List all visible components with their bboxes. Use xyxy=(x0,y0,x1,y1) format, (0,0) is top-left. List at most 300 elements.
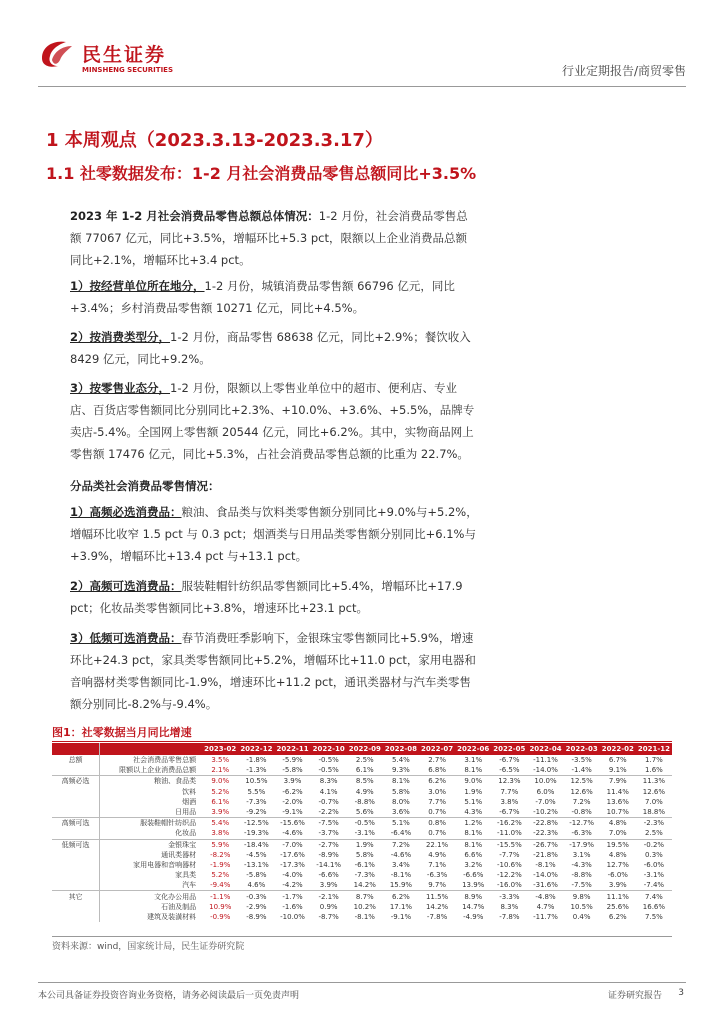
table-cell: 12.6% xyxy=(642,787,666,796)
table-cell: 5.1% xyxy=(383,818,419,829)
row-category xyxy=(52,902,100,912)
table-cell: 3.8% xyxy=(500,797,519,806)
row-item: 家用电器和音响器材 xyxy=(133,860,197,869)
table-cell: -10.0% xyxy=(280,912,305,921)
table-cell: 5.9% xyxy=(202,839,238,850)
table-cell: 0.3% xyxy=(645,850,663,859)
table-cell: -7.7% xyxy=(499,850,520,859)
table-cell: -1.8% xyxy=(246,756,267,765)
column-header: 2022-09 xyxy=(348,745,381,753)
row-category xyxy=(52,880,100,891)
table-cell: 3.9% xyxy=(319,881,338,890)
table-cell: -3.7% xyxy=(318,829,339,838)
table-cell: 0.9% xyxy=(319,902,338,911)
table-cell: -11.1% xyxy=(533,756,558,765)
table-row xyxy=(52,860,672,870)
table-cell: -8.2% xyxy=(210,850,231,859)
table-cell: -5.8% xyxy=(282,766,303,775)
table-cell: -0.5% xyxy=(347,818,383,829)
table-cell: 5.2% xyxy=(211,871,230,880)
table-cell: 10.0% xyxy=(527,776,563,787)
paragraph-text: 春节消费旺季影响下，金银珠宝零售额同比+5.9%，增速环比+24.3 pct，家具类零售额同比+5.2%，增幅环比+11.0 pct，家用电器和音响器材类零售额同比-1.9%，增速环比+11.2 pct，通讯类器材与汽车类零售额分别同比-8.2%与-9.4%。 xyxy=(70,631,476,711)
table-cell: -0.5% xyxy=(318,756,339,765)
table-cell: 3.1% xyxy=(572,850,591,859)
table-cell: -13.1% xyxy=(244,860,269,869)
row-item: 家具类 xyxy=(175,871,197,880)
table-cell: 11.4% xyxy=(606,787,629,796)
row-item: 石油及制品 xyxy=(161,902,197,911)
row-category xyxy=(52,797,100,807)
table-cell: 9.0% xyxy=(455,776,491,787)
table-cell: -6.1% xyxy=(354,860,375,869)
table-cell: -1.3% xyxy=(246,766,267,775)
paragraph-lead: 2023 年 1-2 月社会消费品零售总额总体情况： xyxy=(70,209,319,223)
table-cell: -2.0% xyxy=(282,797,303,806)
table-cell: 8.3% xyxy=(500,902,519,911)
subsection-title: 1.1 社零数据发布：1-2 月社会消费品零售总额同比+3.5% xyxy=(46,164,477,183)
table-cell: -31.6% xyxy=(533,881,558,890)
paragraph xyxy=(70,575,478,619)
row-item: 服装鞋帽针纺织品 xyxy=(100,818,203,829)
table-cell: -10.2% xyxy=(533,808,558,817)
table-cell: -7.5% xyxy=(311,818,347,829)
row-category xyxy=(52,912,100,922)
row-item: 金银珠宝 xyxy=(100,839,203,850)
table-cell: 8.3% xyxy=(311,776,347,787)
report-type: 行业定期报告/商贸零售 xyxy=(561,64,686,78)
table-cell: 10.5% xyxy=(238,776,274,787)
table-cell: 9.7% xyxy=(428,881,446,890)
table-cell: -0.9% xyxy=(210,912,231,921)
table-cell: 3.2% xyxy=(464,860,483,869)
table-cell: -22.8% xyxy=(527,818,563,829)
row-category xyxy=(52,765,100,776)
table-cell: -12.2% xyxy=(496,871,522,880)
table-cell: -7.8% xyxy=(426,912,448,921)
column-header: 2023-02 xyxy=(204,745,237,753)
column-header: 2022-08 xyxy=(384,745,418,753)
row-item: 通讯类器材 xyxy=(161,850,197,859)
table-cell: 7.2% xyxy=(572,797,591,806)
table-cell: 7.2% xyxy=(383,839,419,850)
table-cell: 3.6% xyxy=(392,808,410,817)
table-row xyxy=(52,902,672,912)
header-cell-blank xyxy=(52,743,100,755)
header-divider xyxy=(38,86,686,87)
table-row xyxy=(52,880,672,891)
table-cell: -4.3% xyxy=(571,860,592,869)
row-item: 限额以上企业消费品总额 xyxy=(119,766,197,775)
table-cell: 13.9% xyxy=(462,881,485,890)
table-cell: -17.3% xyxy=(280,860,305,869)
footer-divider xyxy=(38,982,686,983)
table-cell: -6.5% xyxy=(499,766,520,775)
table-cell: 6.1% xyxy=(355,766,374,775)
column-header: 2022-12 xyxy=(240,745,273,753)
paragraph-lead: 3）按零售业态分， xyxy=(70,381,171,395)
paragraph xyxy=(70,275,478,319)
table-cell: 7.7% xyxy=(428,797,446,806)
table-cell: 10.7% xyxy=(606,808,629,817)
column-header: 2022-07 xyxy=(421,745,454,753)
table-cell: 6.2% xyxy=(608,912,627,921)
table-cell: 12.7% xyxy=(606,860,629,869)
table-cell: 7.7% xyxy=(500,787,519,796)
logo-text-en: MINSHENG SECURITIES xyxy=(82,66,173,74)
table-cell: -9.1% xyxy=(282,808,303,817)
table-cell: -3.5% xyxy=(571,756,592,765)
table-cell: -4.0% xyxy=(282,871,303,880)
table-cell: 7.1% xyxy=(428,860,446,869)
table-cell: -6.3% xyxy=(571,829,592,838)
table-cell: -7.5% xyxy=(571,881,592,890)
table-cell: 3.5% xyxy=(211,756,230,765)
table-cell: -4.9% xyxy=(463,912,484,921)
table-cell: 5.5% xyxy=(247,787,266,796)
table-cell: 6.7% xyxy=(608,756,627,765)
table-cell: -0.2% xyxy=(636,839,672,850)
paragraph-text: 1-2 月份，城镇消费品零售额 66796 亿元，同比+3.4%；乡村消费品零售额 10271 亿元，同比+4.5%。 xyxy=(70,279,455,315)
table-cell: -4.6% xyxy=(282,829,303,838)
table-cell: 12.3% xyxy=(491,776,527,787)
table-cell: -5.8% xyxy=(246,871,267,880)
table-cell: 11.3% xyxy=(636,776,672,787)
table-cell: 5.2% xyxy=(211,787,230,796)
table-row xyxy=(52,818,672,829)
table-cell: 7.0% xyxy=(608,829,627,838)
paragraph xyxy=(70,627,478,715)
table-cell: 3.0% xyxy=(428,787,446,796)
column-header: 2021-12 xyxy=(637,745,670,753)
table-cell: -1.9% xyxy=(210,860,231,869)
footer-label: 证券研究报告 xyxy=(607,991,662,1001)
table-cell: 3.9% xyxy=(211,808,230,817)
table-cell: 1.7% xyxy=(645,756,663,765)
table-cell: -7.0% xyxy=(274,839,310,850)
table-row xyxy=(52,839,672,850)
section-title: 1 本周观点（2023.3.13-2023.3.17） xyxy=(46,130,383,151)
row-item: 化妆品 xyxy=(175,829,197,838)
table-cell: 6.2% xyxy=(419,776,455,787)
table-cell: -3.3% xyxy=(491,891,527,902)
paragraph xyxy=(70,205,478,271)
header-cell-blank xyxy=(100,743,203,755)
table-cell: 8.5% xyxy=(347,776,383,787)
row-category xyxy=(52,860,100,870)
table-row xyxy=(52,828,672,839)
table-cell: -7.4% xyxy=(643,881,665,890)
row-item: 汽车 xyxy=(182,881,197,890)
table-cell: 14.2% xyxy=(425,902,449,911)
column-header: 2022-04 xyxy=(529,745,562,753)
table-cell: 6.6% xyxy=(464,850,483,859)
table-cell: -8.1% xyxy=(390,871,412,880)
table-cell: 10.5% xyxy=(570,902,593,911)
table-cell: -6.7% xyxy=(499,808,520,817)
paragraph xyxy=(70,475,478,497)
table-cell: -2.2% xyxy=(318,808,339,817)
table-cell: 16.6% xyxy=(642,902,666,911)
figure-title: 图1：社零数据当月同比增速 xyxy=(52,726,192,739)
table-cell: -0.7% xyxy=(318,797,339,806)
table-cell: -5.9% xyxy=(282,756,303,765)
table-cell: 7.0% xyxy=(645,797,663,806)
table-header-row xyxy=(52,743,672,755)
table-cell: 8.1% xyxy=(455,839,491,850)
table-cell: 5.8% xyxy=(392,787,410,796)
row-category xyxy=(52,828,100,839)
table-cell: -6.2% xyxy=(282,787,303,796)
table-cell: -14.1% xyxy=(316,860,342,869)
table-row xyxy=(52,807,672,818)
table-cell: 8.9% xyxy=(455,891,491,902)
table-cell: 25.6% xyxy=(606,902,629,911)
table-cell: -16.0% xyxy=(496,881,522,890)
data-table xyxy=(52,743,672,922)
paragraph-text: 1-2 月份，限额以上零售业单位中的超市、便利店、专业店、百货店零售额同比分别同比+2.3%、+10.0%、+3.6%、+5.5%，品牌专卖店-5.4%。全国网上零售额 20544 亿元，同比+6.2%。其中，实物商品网上零售额 17476 亿元，同比+5.3%，占社会消费品零售总额的比重为 22.7%。 xyxy=(70,381,475,461)
table-cell: 4.8% xyxy=(600,818,636,829)
table-cell: -19.3% xyxy=(244,829,269,838)
table-cell: 3.9% xyxy=(608,881,627,890)
row-category xyxy=(52,870,100,880)
page-number: 3 xyxy=(678,988,684,998)
table-cell: -9.1% xyxy=(390,912,412,921)
table-cell: -16.2% xyxy=(491,818,527,829)
table-cell: -6.4% xyxy=(390,829,412,838)
table-cell: 5.8% xyxy=(355,850,374,859)
table-cell: -17.6% xyxy=(280,850,305,859)
table-cell: -6.3% xyxy=(426,871,448,880)
row-category: 高频可选 xyxy=(52,818,100,829)
row-category xyxy=(52,850,100,860)
table-cell: -7.3% xyxy=(354,871,375,880)
table-cell: 1.2% xyxy=(455,818,491,829)
table-cell: 0.7% xyxy=(428,829,446,838)
paragraph-text: 粮油、食品类与饮料类零售额分别同比+9.0%与+5.2%，增幅环比收窄 1.5 pct 与 0.3 pct；烟酒类与日用品类零售额分别同比+6.1%与+3.9%，增幅环比+13.4 pct 与+13.1 pct。 xyxy=(70,505,478,563)
row-item: 烟酒 xyxy=(182,797,197,806)
table-cell: -8.8% xyxy=(354,797,375,806)
table-cell: -15.6% xyxy=(274,818,310,829)
table-cell: -1.7% xyxy=(274,891,310,902)
table-cell: -7.8% xyxy=(499,912,520,921)
table-cell: 5.1% xyxy=(464,797,483,806)
table-cell: -1.1% xyxy=(202,891,238,902)
paragraph xyxy=(70,377,478,465)
table-cell: 2.5% xyxy=(355,756,374,765)
table-cell: 8.1% xyxy=(383,776,419,787)
table-cell: 4.7% xyxy=(536,902,555,911)
paragraph xyxy=(70,501,478,567)
table-cell: 4.9% xyxy=(355,787,374,796)
table-cell: 11.5% xyxy=(419,891,455,902)
table-cell: -0.5% xyxy=(318,766,339,775)
row-category xyxy=(52,807,100,818)
table-cell: 14.7% xyxy=(462,902,485,911)
table-cell: 7.9% xyxy=(600,776,636,787)
table-cell: 0.8% xyxy=(419,818,455,829)
table-cell: 8.1% xyxy=(464,829,483,838)
table-row xyxy=(52,797,672,807)
table-cell: -8.1% xyxy=(535,860,556,869)
table-cell: 12.6% xyxy=(570,787,593,796)
table-cell: -4.8% xyxy=(527,891,563,902)
table-cell: -8.9% xyxy=(246,912,267,921)
footer-disclaimer: 本公司具备证券投资咨询业务资格，请务必阅读最后一页免责声明 xyxy=(38,991,300,1001)
table-cell: -12.5% xyxy=(238,818,274,829)
paragraph-lead: 3）低频可选消费品： xyxy=(70,631,182,645)
column-header: 2022-02 xyxy=(601,745,634,753)
table-cell: -8.1% xyxy=(354,912,375,921)
table-cell: 18.8% xyxy=(642,808,666,817)
table-cell: 1.6% xyxy=(645,766,663,775)
table-cell: 4.6% xyxy=(247,881,266,890)
table-cell: -14.0% xyxy=(533,871,558,880)
paragraph-lead: 1）按经营单位所在地分， xyxy=(70,279,205,293)
table-cell: 8.7% xyxy=(347,891,383,902)
table-cell: 10.9% xyxy=(209,902,232,911)
table-cell: 3.9% xyxy=(274,776,310,787)
table-cell: 9.0% xyxy=(202,776,238,787)
row-item: 饮料 xyxy=(182,787,197,796)
table-cell: -8.8% xyxy=(571,871,592,880)
column-header: 2022-03 xyxy=(565,745,598,753)
table-row xyxy=(52,755,672,765)
table-row xyxy=(52,912,672,922)
table-cell: -14.0% xyxy=(533,766,558,775)
row-item: 粮油、食品类 xyxy=(100,776,203,787)
row-item: 社会消费品零售总额 xyxy=(133,756,197,765)
table-cell: -18.4% xyxy=(238,839,274,850)
table-cell: -10.6% xyxy=(496,860,522,869)
column-header: 2022-10 xyxy=(312,745,345,753)
table-cell: -11.0% xyxy=(496,829,522,838)
table-row xyxy=(52,870,672,880)
table-cell: 14.2% xyxy=(353,881,376,890)
table-cell: 3.1% xyxy=(464,756,483,765)
row-item: 建筑及装潢材料 xyxy=(147,912,197,921)
table-cell: -8.9% xyxy=(318,850,339,859)
table-row xyxy=(52,787,672,797)
table-cell: 6.8% xyxy=(428,766,446,775)
table-cell: -12.7% xyxy=(564,818,600,829)
logo-mark-icon xyxy=(38,38,78,72)
table-cell: 6.2% xyxy=(383,891,419,902)
table-cell: 11.1% xyxy=(600,891,636,902)
table-cell: -3.1% xyxy=(643,871,665,880)
row-item: 日用品 xyxy=(175,808,197,817)
table-cell: 9.8% xyxy=(564,891,600,902)
company-logo xyxy=(38,38,178,84)
table-cell: -3.1% xyxy=(354,829,375,838)
paragraph-text: 1-2 月份，社会消费品零售总额 77067 亿元，同比+3.5%，增幅环比+5.3 pct，限额以上企业消费品总额同比+2.1%，增幅环比+3.4 pct。 xyxy=(70,209,468,267)
table-cell: 8.0% xyxy=(392,797,410,806)
table-cell: 0.4% xyxy=(572,912,591,921)
table-cell: -4.6% xyxy=(390,850,412,859)
table-cell: 6.0% xyxy=(536,787,555,796)
table-cell: 15.9% xyxy=(389,881,413,890)
paragraph-lead: 2）按消费类型分， xyxy=(70,330,171,344)
table-cell: -6.0% xyxy=(607,871,628,880)
table-cell: 7.4% xyxy=(636,891,672,902)
column-header: 2022-11 xyxy=(276,745,309,753)
table-cell: 5.4% xyxy=(392,756,410,765)
row-category xyxy=(52,787,100,797)
figure-source: 资料来源：wind，国家统计局，民生证券研究院 xyxy=(52,942,245,952)
table-cell: -6.6% xyxy=(463,871,484,880)
table-cell: 4.9% xyxy=(428,850,446,859)
table-cell: -7.0% xyxy=(535,797,556,806)
paragraph-lead: 1）高频必选消费品： xyxy=(70,505,182,519)
row-item: 文化办公用品 xyxy=(100,891,203,902)
row-category: 其它 xyxy=(52,891,100,902)
table-cell: 8.1% xyxy=(464,766,483,775)
figure-top-line xyxy=(52,741,672,742)
table-cell: 13.6% xyxy=(606,797,629,806)
table-cell: -4.5% xyxy=(246,850,267,859)
table-row xyxy=(52,776,672,787)
table-cell: 22.1% xyxy=(419,839,455,850)
table-cell: -2.3% xyxy=(636,818,672,829)
table-cell: 6.1% xyxy=(211,797,230,806)
table-row xyxy=(52,891,672,902)
paragraph-lead: 分品类社会消费品零售情况： xyxy=(70,479,220,493)
table-cell: -11.7% xyxy=(533,912,558,921)
table-cell: -26.7% xyxy=(527,839,563,850)
table-cell: 4.3% xyxy=(464,808,483,817)
table-cell: -1.6% xyxy=(282,902,303,911)
table-cell: 4.1% xyxy=(319,787,338,796)
table-cell: 1.9% xyxy=(464,787,483,796)
table-cell: -0.3% xyxy=(238,891,274,902)
table-cell: 2.7% xyxy=(428,756,446,765)
paragraph-lead: 2）高频可选消费品： xyxy=(70,579,182,593)
table-cell: -2.1% xyxy=(311,891,347,902)
table-cell: 0.7% xyxy=(428,808,446,817)
table-cell: 2.5% xyxy=(645,829,663,838)
row-category: 高频必选 xyxy=(52,776,100,787)
table-row xyxy=(52,850,672,860)
table-cell: -2.9% xyxy=(246,902,267,911)
table-cell: -8.7% xyxy=(318,912,339,921)
column-header: 2022-06 xyxy=(457,745,490,753)
column-header: 2022-05 xyxy=(493,745,526,753)
table-cell: -6.7% xyxy=(499,756,520,765)
paragraph xyxy=(70,326,478,370)
paragraph-text: 服装鞋帽针纺织品零售额同比+5.4%，增幅环比+17.9 pct；化妆品类零售额同比+3.8%，增速环比+23.1 pct。 xyxy=(70,579,463,615)
table-cell: 9.3% xyxy=(392,766,410,775)
table-cell: -4.2% xyxy=(282,881,303,890)
table-cell: 19.5% xyxy=(600,839,636,850)
table-cell: -2.7% xyxy=(311,839,347,850)
table-cell: -6.0% xyxy=(643,860,665,869)
table-cell: 5.4% xyxy=(202,818,238,829)
table-cell: 2.1% xyxy=(211,766,230,775)
row-category: 低频可选 xyxy=(52,839,100,850)
table-cell: 9.1% xyxy=(608,766,627,775)
table-cell: -15.5% xyxy=(491,839,527,850)
table-cell: 5.6% xyxy=(355,808,374,817)
table-cell: 12.5% xyxy=(564,776,600,787)
table-cell: -1.4% xyxy=(571,766,592,775)
table-cell: 7.5% xyxy=(645,912,663,921)
logo-text-cn: 民生证券 xyxy=(82,44,167,66)
table-cell: -6.6% xyxy=(318,871,339,880)
figure-bottom-line xyxy=(52,936,672,937)
table-cell: -0.8% xyxy=(571,808,592,817)
table-cell: -9.4% xyxy=(210,881,231,890)
table-cell: -7.3% xyxy=(246,797,267,806)
table-cell: 10.2% xyxy=(353,902,376,911)
